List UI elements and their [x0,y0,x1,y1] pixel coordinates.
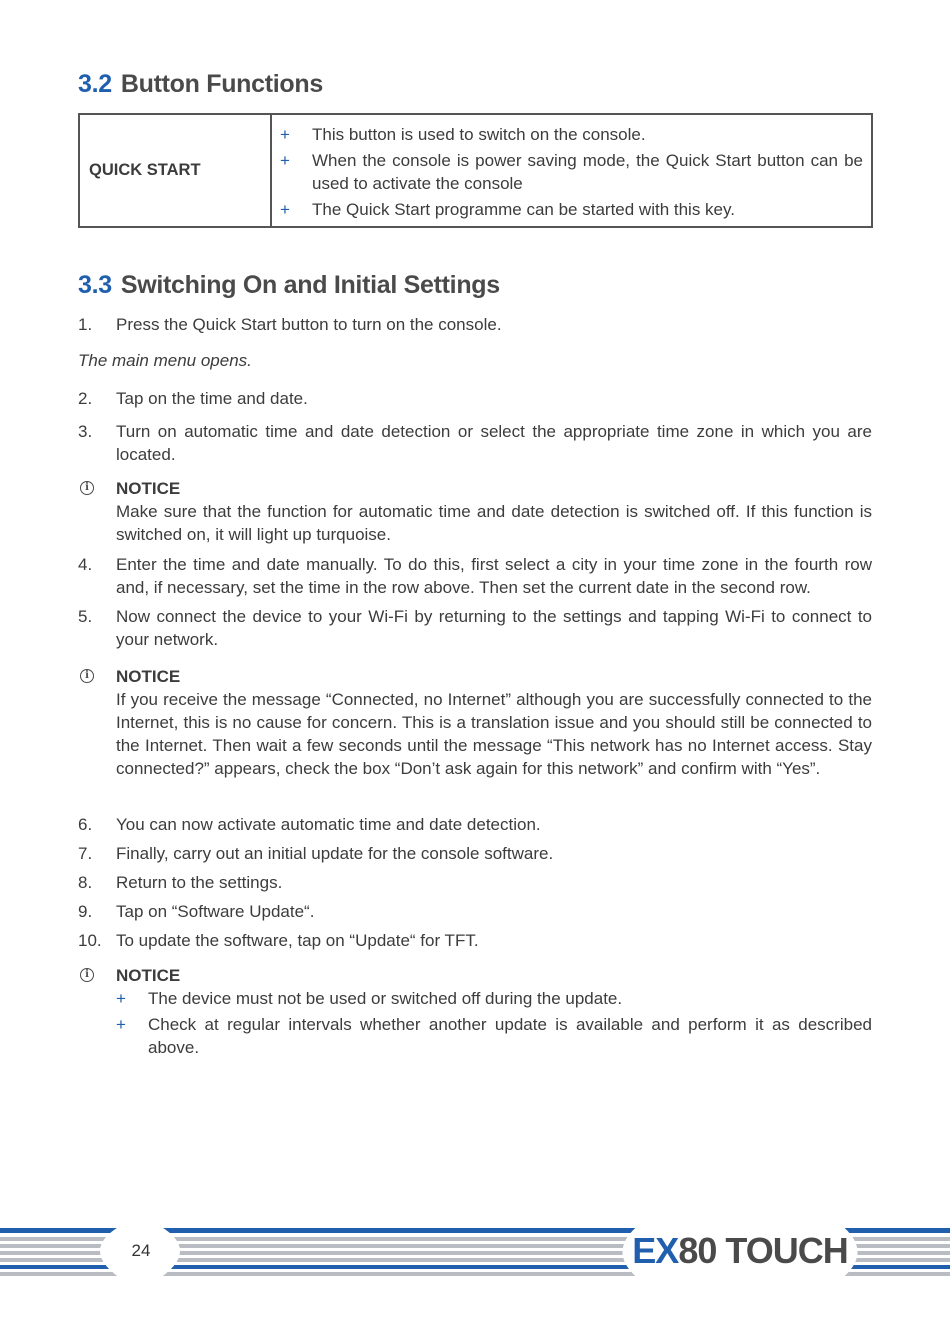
page-number: 24 [131,1241,151,1260]
brand-logo: EX80 TOUCH [632,1230,848,1271]
notice-title: NOTICE [116,966,181,985]
table-description-cell [272,115,871,226]
notice-block [78,665,872,780]
table-bullet: + When the console is power saving mode, the Quick Start button can be used to activate the console [280,151,863,193]
info-icon: i [80,669,94,683]
notice-text: Make sure that the function for automatic time and date detection is switched off. If this function is switched on, it will light up turquoise. [116,502,872,544]
step-item: 4. Enter the time and date manually. To do this, first select a city in your time zone in the fourth row and, if necessary, set the time in the row above. Then set the current date in the second row. [78,555,872,597]
notice-block [78,964,872,1062]
notice-text: If you receive the message “Connected, no Internet” although you are successfully connected to the Internet, this is no cause for concern. This is a translation issue and you should still be connected to the Internet. Then wait a few seconds until the message “This network has no Internet access. Stay connected?” appears, check the box “Don’t ask again for this network” and confirm with “Yes”. [116,690,872,778]
step-item: 5. Now connect the device to your Wi-Fi by returning to the settings and tapping Wi-Fi to connect to your network. [78,607,872,649]
info-icon: i [80,968,94,982]
notice-title: NOTICE [116,667,181,686]
notice-bullet: + Check at regular intervals whether another update is available and perform it as described above. [116,1015,872,1057]
notice-block [78,477,872,546]
table-label-cell: QUICK START [80,115,272,226]
button-functions-table [78,113,873,228]
step-item: 6. You can now activate automatic time and date detection. [78,815,541,834]
notice-title: NOTICE [116,479,181,498]
section-heading-3-2: 3.2 Button Functions [78,70,323,98]
info-icon: i [80,481,94,495]
table-bullet: + The Quick Start programme can be started with this key. [280,200,735,219]
step-item: 10. To update the software, tap on “Update“ for TFT. [78,931,479,950]
step-item: 2. Tap on the time and date. [78,389,308,408]
table-bullet: + This button is used to switch on the console. [280,125,646,144]
step-item: 3. Turn on automatic time and date detection or select the appropriate time zone in which you are located. [78,422,872,464]
step-item: 7. Finally, carry out an initial update for the console software. [78,844,554,863]
step-item: 1. Press the Quick Start button to turn on the console. [78,315,502,334]
step-item: 9. Tap on “Software Update“. [78,902,315,921]
main-menu-note: The main menu opens. [78,351,252,370]
section-heading-3-3: 3.3 Switching On and Initial Settings [78,271,500,299]
notice-bullet: + The device must not be used or switched off during the update. [116,989,623,1008]
step-item: 8. Return to the settings. [78,873,283,892]
